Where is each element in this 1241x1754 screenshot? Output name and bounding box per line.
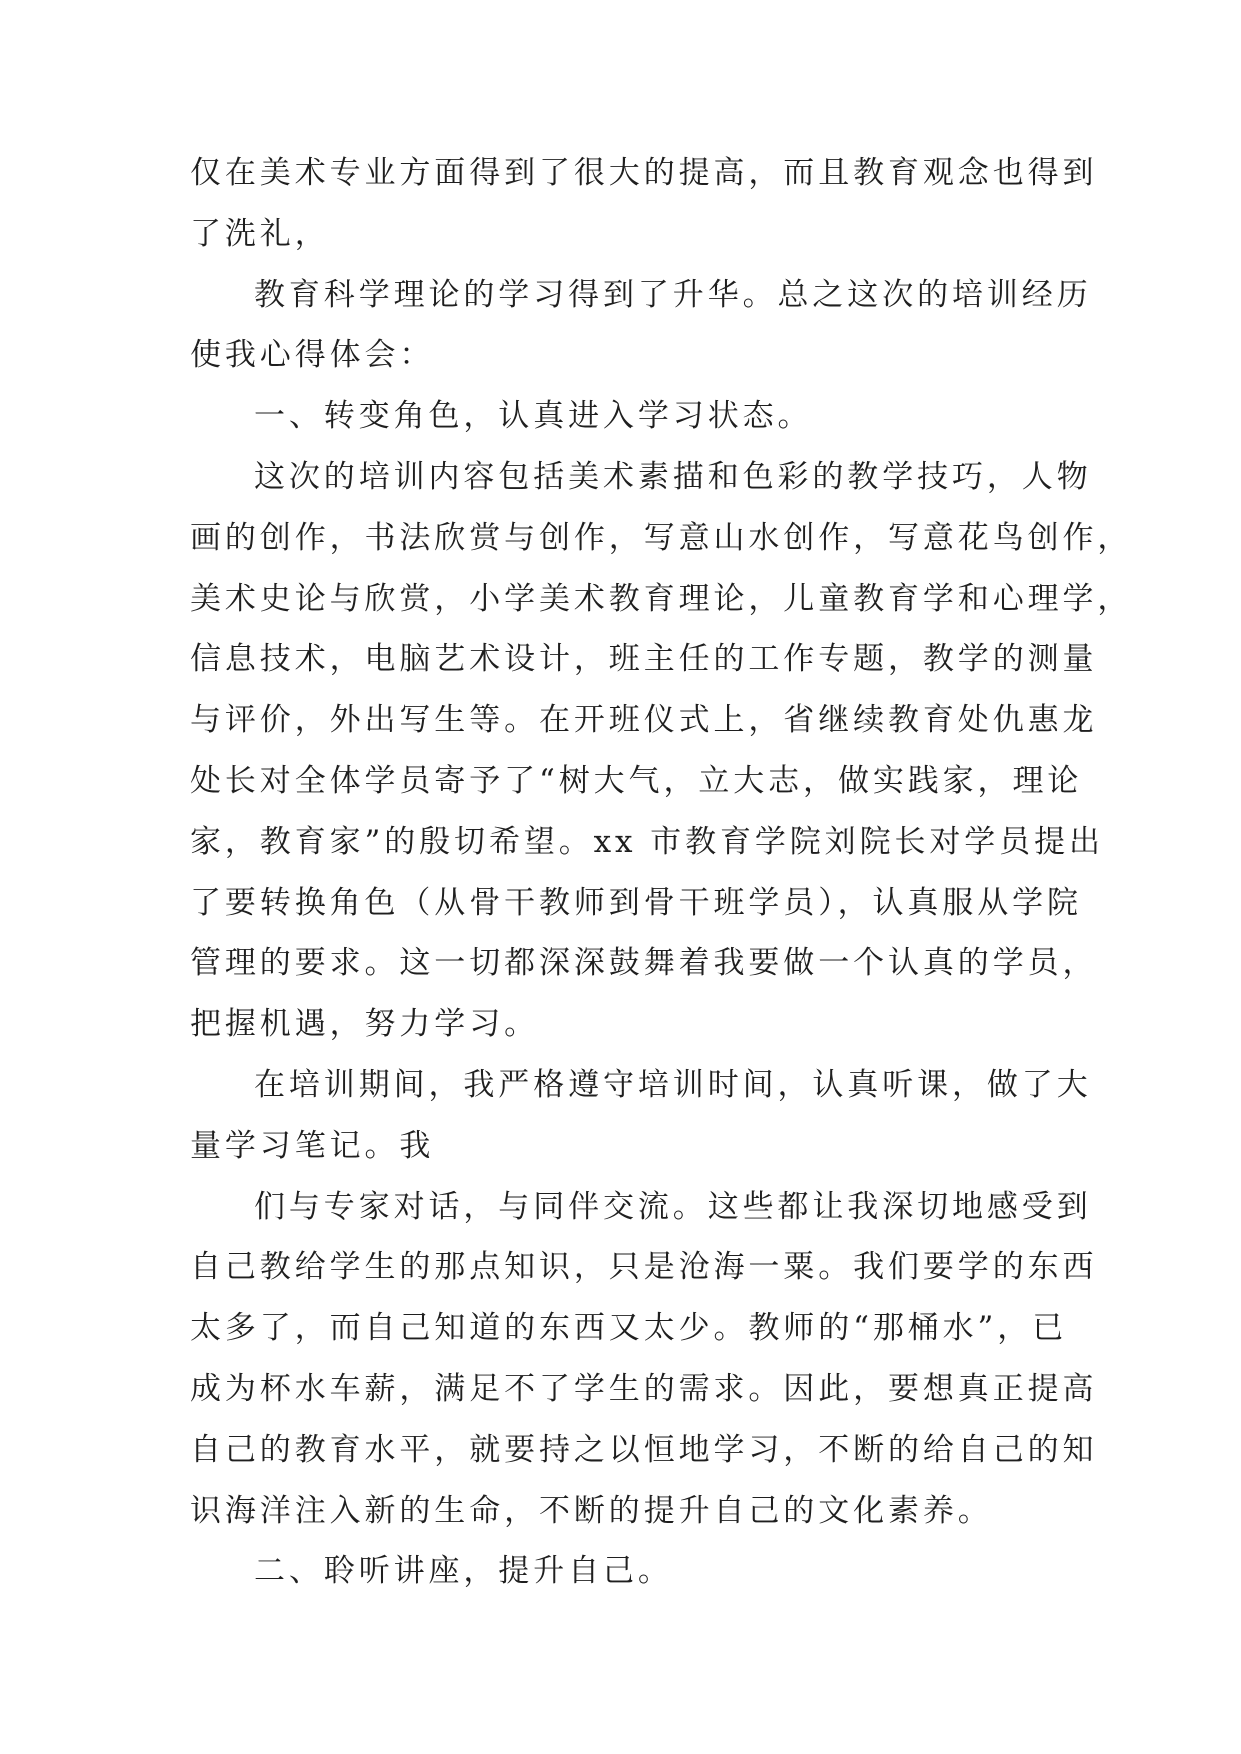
text-line: 处长对全体学员寄予了“树大气，立大志，做实践家，理论: [190, 762, 1083, 799]
text-line: 教育科学理论的学习得到了升华。总之这次的培训经历: [254, 276, 1092, 313]
text-line: 自己的教育水平，就要持之以恒地学习，不断的给自己的知: [190, 1431, 1098, 1468]
text-line: 了要转换角色（从骨干教师到骨干班学员），认真服从学院: [190, 884, 1082, 921]
text-line: 了洗礼，: [190, 215, 330, 252]
text-line: 这次的培训内容包括美术素描和色彩的教学技巧，人物: [254, 458, 1092, 495]
text-line: 们与专家对话，与同伴交流。这些都让我深切地感受到: [254, 1188, 1092, 1225]
text-line: 识海洋注入新的生命，不断的提升自己的文化素养。: [190, 1492, 993, 1529]
text-line: 管理的要求。这一切都深深鼓舞着我要做一个认真的学员，: [190, 945, 1098, 982]
text-line: 自己教给学生的那点知识，只是沧海一粟。我们要学的东西: [190, 1249, 1098, 1286]
section-heading: 一、转变角色，认真进入学习状态。: [254, 398, 813, 435]
text-line: 太多了，而自己知道的东西又太少。教师的“那桶水”，已: [190, 1310, 1068, 1347]
section-heading: 二、聆听讲座，提升自己。: [254, 1553, 673, 1590]
text-line: 信息技术，电脑艺术设计，班主任的工作专题，教学的测量: [190, 641, 1098, 678]
text-line: 与评价，外出写生等。在开班仪式上，省继续教育处仇惠龙: [190, 702, 1098, 739]
text-line: 量学习笔记。我: [190, 1127, 435, 1164]
text-line: 画的创作，书法欣赏与创作，写意山水创作，写意花鸟创作，: [190, 519, 1133, 556]
document-body: [190, 153, 1133, 1612]
text-line: 仅在美术专业方面得到了很大的提高，而且教育观念也得到: [190, 155, 1098, 191]
text-line: 把握机遇，努力学习。: [190, 1006, 539, 1043]
text-line: 使我心得体会：: [190, 337, 435, 374]
text-line: 在培训期间，我严格遵守培训时间，认真听课，做了大: [254, 1066, 1092, 1103]
text-line: 成为杯水车薪，满足不了学生的需求。因此，要想真正提高: [190, 1370, 1098, 1407]
text-line: 家，教育家”的殷切希望。xx 市教育学院刘院长对学员提出: [190, 823, 1104, 860]
text-line: 美术史论与欣赏，小学美术教育理论，儿童教育学和心理学，: [190, 580, 1133, 617]
